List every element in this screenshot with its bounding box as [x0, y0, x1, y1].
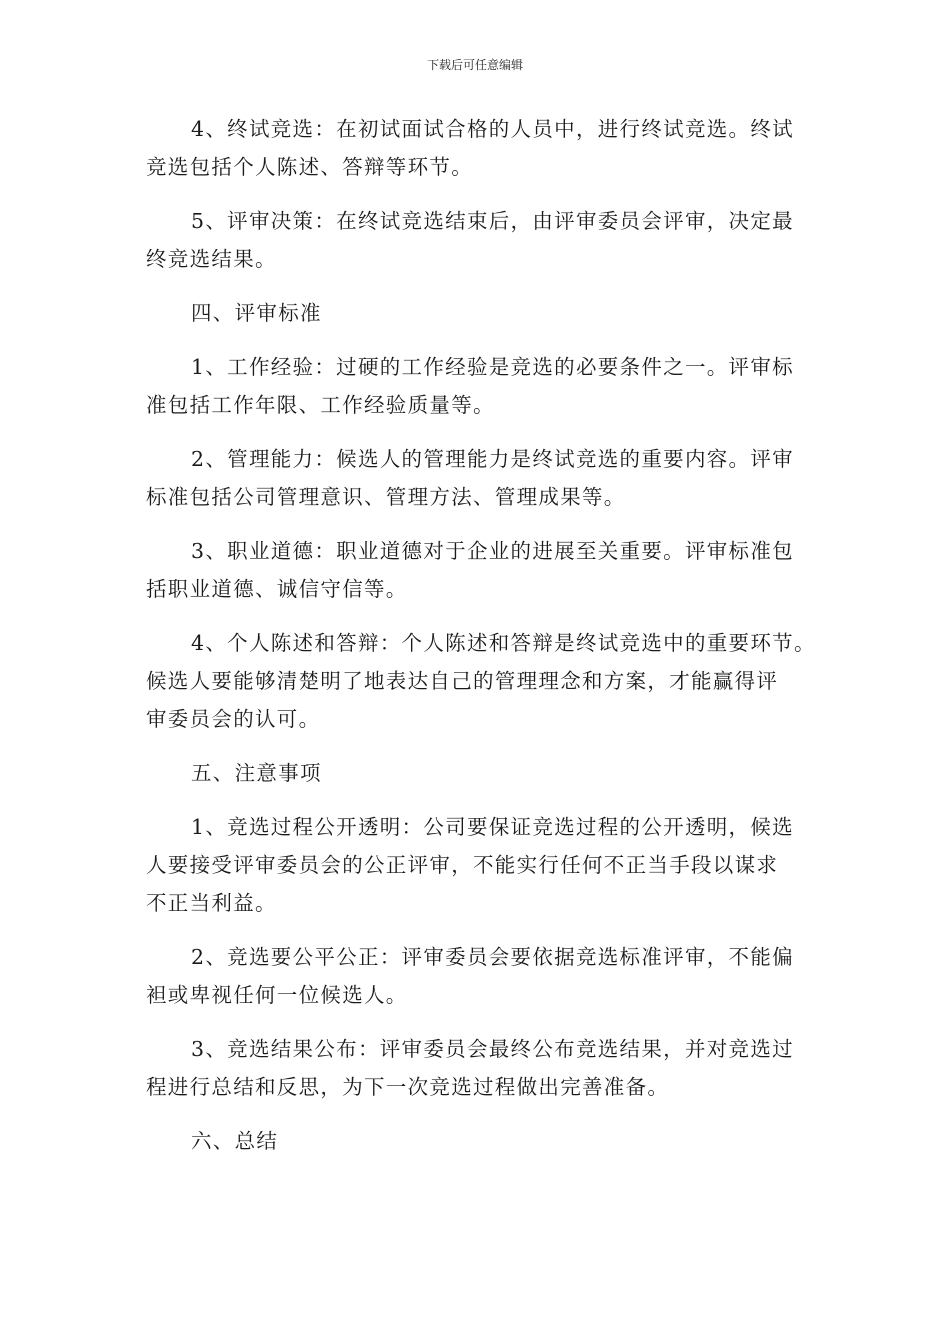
paragraph-line: 终竞选结果。: [146, 247, 277, 271]
paragraph-line: 标准包括公司管理意识、管理方法、管理成果等。: [146, 485, 626, 509]
paragraph-line: 5、评审决策：在终试竞选结束后，由评审委员会评审，决定最: [191, 209, 794, 233]
section-heading-summary: 六、总结: [191, 1129, 279, 1153]
paragraph-line: 审委员会的认可。: [146, 707, 321, 731]
section-heading-review-criteria: 四、评审标准: [191, 301, 322, 325]
paragraph-line: 3、竞选结果公布：评审委员会最终公布竞选结果，并对竞选过: [191, 1037, 794, 1061]
paragraph-line: 4、终试竞选：在初试面试合格的人员中，进行终试竞选。终试: [191, 117, 794, 141]
paragraph-line: 人要接受评审委员会的公正评审，不能实行任何不正当手段以谋求: [146, 853, 779, 877]
paragraph-line: 准包括工作年限、工作经验质量等。: [146, 393, 495, 417]
paragraph-fairness: [146, 938, 810, 1014]
paragraph-management-ability: [146, 440, 810, 516]
paragraph-line: 4、个人陈述和答辩：个人陈述和答辩是终试竞选中的重要环节。: [191, 631, 816, 655]
paragraph-transparency: [146, 808, 810, 922]
paragraph-line: 程进行总结和反思，为下一次竞选过程做出完善准备。: [146, 1075, 670, 1099]
document-body: [146, 110, 816, 1176]
paragraph-line: 括职业道德、诚信守信等。: [146, 577, 408, 601]
section-heading-notes: 五、注意事项: [191, 761, 322, 785]
paragraph-line: 不正当利益。: [146, 891, 277, 915]
paragraph-line: 竞选包括个人陈述、答辩等环节。: [146, 155, 473, 179]
paragraph-line: 袒或卑视任何一位候选人。: [146, 983, 408, 1007]
paragraph-professional-ethics: [146, 532, 810, 608]
paragraph-work-experience: [146, 348, 810, 424]
paragraph-review-decision: [146, 202, 810, 278]
paragraph-line: 1、工作经验：过硬的工作经验是竞选的必要条件之一。评审标: [191, 355, 794, 379]
header-note: 下载后可任意编辑: [426, 58, 523, 72]
paragraph-line: 候选人要能够清楚明了地表达自己的管理理念和方案，才能赢得评: [146, 669, 779, 693]
paragraph-statement-defense: [146, 624, 816, 738]
paragraph-line: 1、竞选过程公开透明：公司要保证竞选过程的公开透明，候选: [191, 815, 794, 839]
paragraph-results-announcement: [146, 1030, 810, 1106]
paragraph-line: 3、职业道德：职业道德对于企业的进展至关重要。评审标准包: [191, 539, 794, 563]
paragraph-final-election: [146, 110, 810, 186]
paragraph-line: 2、管理能力：候选人的管理能力是终试竞选的重要内容。评审: [191, 447, 794, 471]
paragraph-line: 2、竞选要公平公正：评审委员会要依据竞选标准评审，不能偏: [191, 945, 794, 969]
